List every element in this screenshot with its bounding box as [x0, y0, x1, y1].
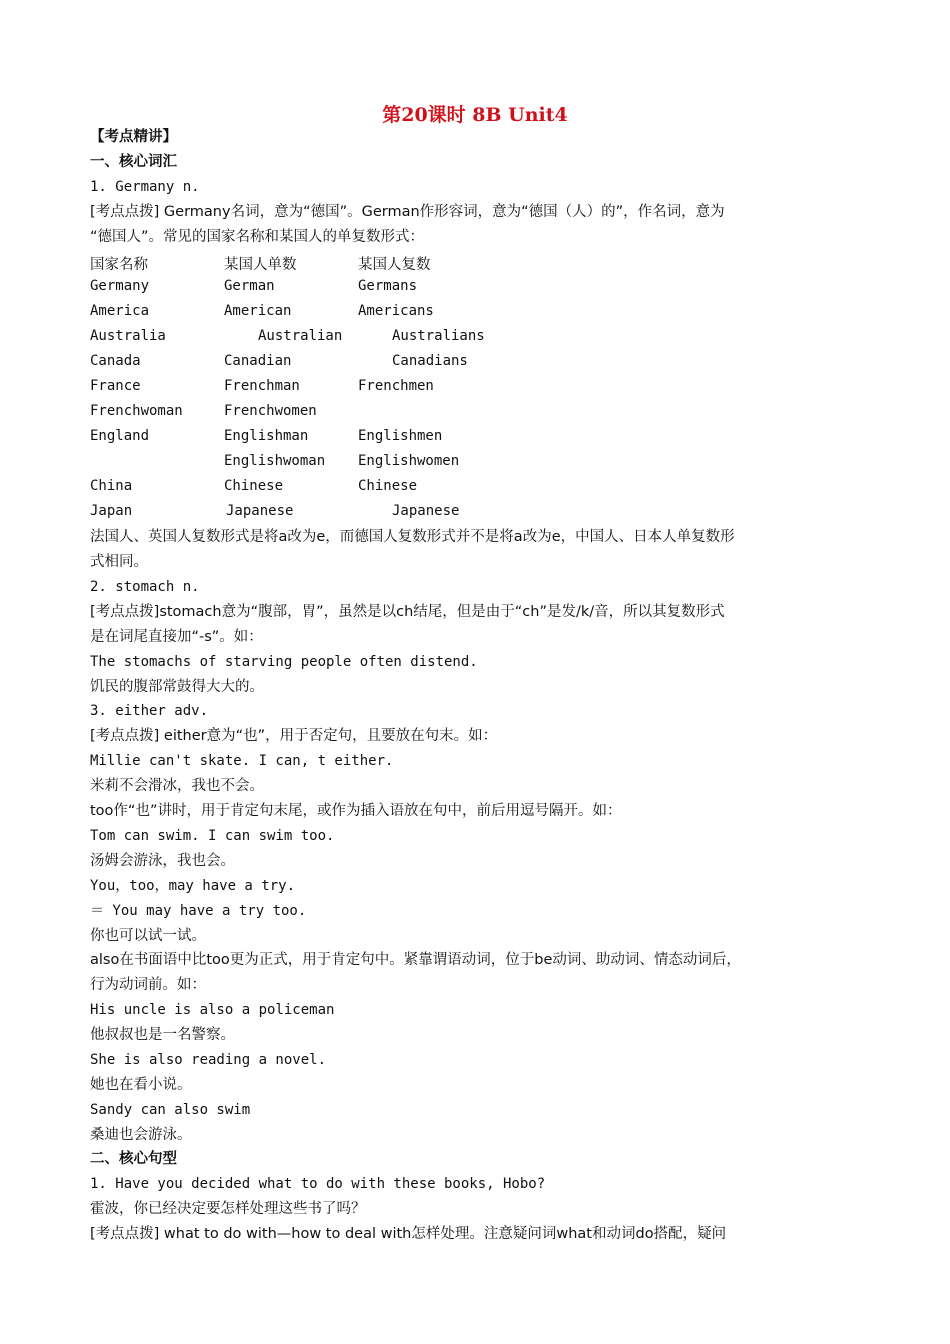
section-heading-vocab: 一、核心词汇	[90, 154, 177, 170]
item1-heading: 1. Germany n.	[90, 179, 200, 195]
table-cell: France	[90, 378, 141, 394]
item2-tip-line1: [考点点拨]stomach意为“腹部，胃”，虽然是以ch结尾，但是由于“ch”是发/k/音，所以其复数形式	[90, 604, 725, 620]
item3-example6-en: Sandy can also swim	[90, 1102, 251, 1118]
item1-tip-line2: “德国人”。常见的国家名称和某国人的单复数形式：	[90, 229, 425, 245]
item3-example2-en: Tom can swim. I can swim too.	[90, 828, 335, 844]
kaodian-label: 【考点精讲】	[90, 129, 177, 145]
table-cell: Japanese	[226, 503, 294, 519]
item1-note-line1: 法国人、英国人复数形式是将a改为e，而德国人复数形式并不是将a改为e，中国人、日本人单复数形	[90, 529, 735, 545]
table-cell: Australians	[392, 328, 485, 344]
table-cell: Canadian	[224, 353, 292, 369]
table-header-country: 国家名称	[90, 257, 148, 273]
table-header-singular: 某国人单数	[224, 257, 297, 273]
item3-also-rule-line1: also在书面语中比too更为正式，用于肯定句中。紧靠谓语动词，位于be动词、助动词、情态动词后，	[90, 952, 741, 968]
item3-example3-en: You，too，may have a try.	[90, 878, 296, 894]
table-cell: American	[224, 303, 292, 319]
table-cell: Canada	[90, 353, 141, 369]
table-cell: Englishmen	[358, 428, 443, 444]
item3-example6-zh: 桑迪也会游泳。	[90, 1127, 192, 1143]
page-title: 第20课时 8B Unit4	[382, 104, 568, 126]
sentence1-heading: 1. Have you decided what to do with these books, Hobo?	[90, 1176, 546, 1192]
table-cell: Japan	[90, 503, 133, 519]
item3-too-rule: too作“也”讲时，用于肯定句末尾，或作为插入语放在句中，前后用逗号隔开。如：	[90, 803, 622, 819]
table-cell: Frenchman	[224, 378, 300, 394]
item3-example4-en: His uncle is also a policeman	[90, 1002, 335, 1018]
item3-example3-en-alt: ＝ You may have a try too.	[90, 903, 307, 919]
sentence1-zh: 霍波，你已经决定要怎样处理这些书了吗？	[90, 1201, 366, 1217]
table-cell: England	[90, 428, 150, 444]
item3-heading: 3. either adv.	[90, 703, 209, 719]
table-cell: America	[90, 303, 150, 319]
item2-example-zh: 饥民的腹部常鼓得大大的。	[90, 679, 264, 695]
table-cell: Chinese	[224, 478, 284, 494]
table-cell: China	[90, 478, 133, 494]
item3-example5-zh: 她也在看小说。	[90, 1077, 192, 1093]
item3-example2-zh: 汤姆会游泳，我也会。	[90, 853, 235, 869]
table-header-plural: 某国人复数	[358, 257, 431, 273]
item2-example-en: The stomachs of starving people often distend.	[90, 654, 478, 670]
table-cell: Frenchmen	[358, 378, 434, 394]
table-cell: Japanese	[392, 503, 460, 519]
item3-example1-zh: 米莉不会滑冰，我也不会。	[90, 778, 264, 794]
section-heading-sentences: 二、核心句型	[90, 1151, 177, 1167]
item3-also-rule-line2: 行为动词前。如：	[90, 977, 206, 993]
item3-example5-en: She is also reading a novel.	[90, 1052, 327, 1068]
table-cell: Englishman	[224, 428, 309, 444]
table-cell: German	[224, 278, 275, 294]
item1-note-line2: 式相同。	[90, 554, 148, 570]
table-cell: Englishwomen	[358, 453, 460, 469]
item3-example4-zh: 他叔叔也是一名警察。	[90, 1027, 235, 1043]
item1-tip-line1: [考点点拨] Germany名词，意为“德国”。German作形容词，意为“德国（人）的”，作名词，意为	[90, 204, 725, 220]
item3-tip: [考点点拨] either意为“也”，用于否定句，且要放在句末。如：	[90, 728, 498, 744]
table-cell: Germans	[358, 278, 418, 294]
sentence1-tip: [考点点拨] what to do with—how to deal with怎样处理。注意疑问词what和动词do搭配，疑问	[90, 1226, 727, 1242]
table-cell: Frenchwoman	[90, 403, 183, 419]
item3-example1-en: Millie can't skate. I can, t either.	[90, 753, 394, 769]
table-cell: Chinese	[358, 478, 418, 494]
table-cell: Germany	[90, 278, 150, 294]
table-cell: Australian	[258, 328, 343, 344]
table-cell: Australia	[90, 328, 166, 344]
table-cell: Englishwoman	[224, 453, 326, 469]
item2-tip-line2: 是在词尾直接加“-s”。如：	[90, 629, 263, 645]
table-cell: Frenchwomen	[224, 403, 317, 419]
item2-heading: 2. stomach n.	[90, 579, 200, 595]
table-cell: Americans	[358, 303, 434, 319]
table-cell: Canadians	[392, 353, 468, 369]
item3-example3-zh: 你也可以试一试。	[90, 928, 206, 944]
